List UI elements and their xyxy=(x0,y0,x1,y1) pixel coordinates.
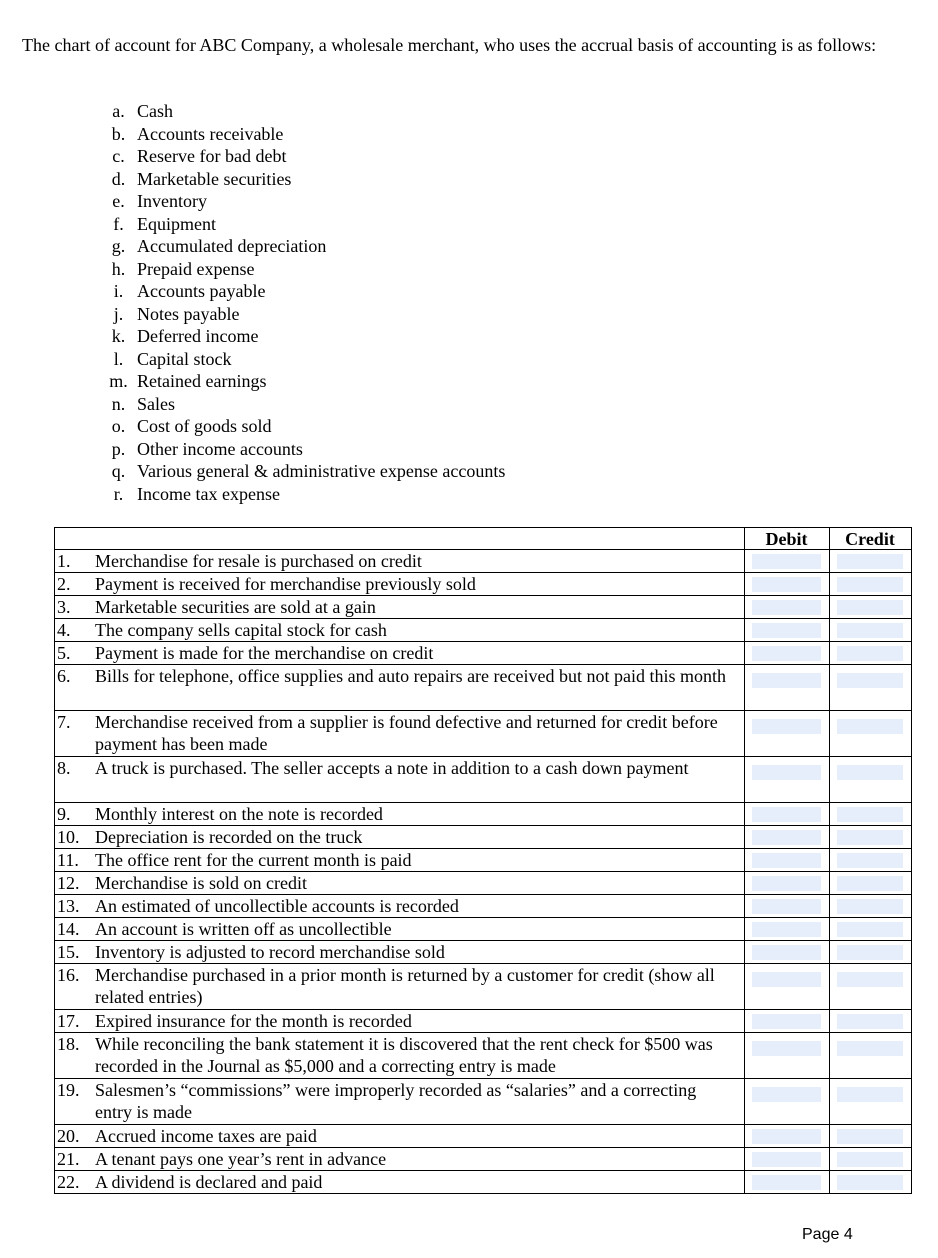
description-header xyxy=(55,528,745,549)
row-number: 11. xyxy=(57,850,79,870)
debit-cell xyxy=(744,1125,830,1147)
row-number: 5. xyxy=(57,643,71,663)
row-number: 13. xyxy=(57,896,80,916)
account-name: Income tax expense xyxy=(137,483,280,504)
debit-input[interactable] xyxy=(752,673,821,688)
credit-cell xyxy=(829,895,911,917)
credit-cell xyxy=(829,872,911,894)
row-text: Monthly interest on the note is recorded xyxy=(95,804,383,824)
debit-cell xyxy=(744,964,830,1009)
row-description-cell xyxy=(55,550,745,572)
credit-input[interactable] xyxy=(837,945,903,960)
row-text: Merchandise purchased in a prior month is returned by a customer for credit (show all related entries) xyxy=(95,965,715,1007)
debit-cell xyxy=(744,1079,830,1124)
table-row xyxy=(54,596,912,619)
row-number: 10. xyxy=(57,827,80,847)
credit-cell xyxy=(829,596,911,618)
account-name: Cost of goods sold xyxy=(137,416,272,436)
credit-input[interactable] xyxy=(837,807,903,822)
table-row xyxy=(54,964,912,1010)
row-number: 3. xyxy=(57,597,71,617)
table-row xyxy=(54,642,912,665)
debit-cell xyxy=(744,1148,830,1170)
row-number: 7. xyxy=(57,712,71,732)
row-number: 22. xyxy=(57,1172,80,1192)
row-text: Depreciation is recorded on the truck xyxy=(95,827,363,847)
credit-cell xyxy=(829,918,911,940)
row-text: Inventory is adjusted to record merchandise sold xyxy=(95,942,445,962)
table-row xyxy=(54,849,912,872)
row-text: Merchandise received from a supplier is found defective and returned for credit before payment has been made xyxy=(95,712,718,754)
account-letter: a. xyxy=(112,101,125,121)
account-name: Equipment xyxy=(137,213,216,234)
account-letter: o. xyxy=(111,416,126,436)
debit-cell xyxy=(744,1010,830,1032)
row-text: The company sells capital stock for cash xyxy=(95,620,387,640)
account-item xyxy=(100,460,505,483)
account-item xyxy=(100,100,505,123)
debit-cell xyxy=(744,550,830,572)
row-text: An account is written off as uncollectible xyxy=(95,919,392,939)
account-letter: b. xyxy=(111,123,126,144)
debit-input[interactable] xyxy=(752,1041,821,1056)
account-name: Notes payable xyxy=(137,303,240,324)
account-item xyxy=(100,190,505,213)
account-letter: c. xyxy=(112,146,125,166)
table-row xyxy=(54,619,912,642)
account-item xyxy=(100,415,505,438)
row-description-cell xyxy=(55,596,745,618)
account-name: Marketable securities xyxy=(137,168,292,189)
row-text: While reconciling the bank statement it is discovered that the rent check for $500 was recorded in the Journal as $5,000 and a correcting entry is made xyxy=(95,1034,713,1076)
account-name: Deferred income xyxy=(137,326,259,346)
credit-input[interactable] xyxy=(837,853,903,868)
debit-cell xyxy=(744,1171,830,1193)
table-row xyxy=(54,1148,912,1171)
credit-cell xyxy=(829,849,911,871)
account-item xyxy=(100,258,505,281)
credit-input[interactable] xyxy=(837,899,903,914)
account-letter: h. xyxy=(111,258,126,279)
row-number: 21. xyxy=(57,1149,80,1169)
credit-input[interactable] xyxy=(837,554,903,569)
account-letter: q. xyxy=(111,461,126,481)
account-letter: d. xyxy=(111,168,126,189)
debit-input[interactable] xyxy=(752,1175,821,1190)
account-letter: l. xyxy=(113,348,124,369)
table-row xyxy=(54,918,912,941)
row-text: A dividend is declared and paid xyxy=(95,1172,323,1192)
debit-input[interactable] xyxy=(752,972,821,987)
account-item xyxy=(100,348,505,371)
debit-input[interactable] xyxy=(752,853,821,868)
intro-paragraph: The chart of account for ABC Company, a wholesale merchant, who uses the accrual basis of accounting is as follows: xyxy=(22,35,877,55)
row-description-cell xyxy=(55,918,745,940)
row-number: 15. xyxy=(57,942,80,962)
row-description-cell xyxy=(55,665,745,710)
row-number: 17. xyxy=(57,1011,80,1031)
row-text: Marketable securities are sold at a gain xyxy=(95,597,376,617)
credit-input[interactable] xyxy=(837,922,903,937)
credit-input[interactable] xyxy=(837,623,903,638)
debit-input[interactable] xyxy=(752,807,821,822)
credit-cell xyxy=(829,1148,911,1170)
account-item xyxy=(100,325,505,348)
credit-input[interactable] xyxy=(837,1087,903,1102)
row-text: Salesmen’s “commissions” were improperly recorded as “salaries” and a correcting entry is made xyxy=(95,1080,697,1122)
row-text: Merchandise for resale is purchased on credit xyxy=(95,551,422,571)
account-name: Inventory xyxy=(137,191,207,211)
table-row xyxy=(54,1079,912,1125)
row-description-cell xyxy=(55,1079,745,1124)
row-description-cell xyxy=(55,1125,745,1147)
chart-of-accounts-list xyxy=(100,100,505,505)
row-number: 16. xyxy=(57,965,80,985)
credit-cell xyxy=(829,1010,911,1032)
debit-input[interactable] xyxy=(752,719,821,734)
credit-cell xyxy=(829,941,911,963)
row-description-cell xyxy=(55,803,745,825)
debit-input[interactable] xyxy=(752,554,821,569)
table-row xyxy=(54,941,912,964)
debit-cell xyxy=(744,642,830,664)
row-description-cell xyxy=(55,642,745,664)
table-row xyxy=(54,1033,912,1079)
credit-cell xyxy=(829,550,911,572)
row-text: Expired insurance for the month is recorded xyxy=(95,1011,412,1031)
account-item xyxy=(100,213,505,236)
row-number: 2. xyxy=(57,574,71,594)
row-text: Bills for telephone, office supplies and auto repairs are received but not paid this month xyxy=(95,666,726,686)
credit-input[interactable] xyxy=(837,830,903,845)
row-description-cell xyxy=(55,895,745,917)
row-description-cell xyxy=(55,573,745,595)
row-description-cell xyxy=(55,711,745,756)
table-row xyxy=(54,757,912,803)
account-name: Retained earnings xyxy=(137,371,267,391)
debit-cell xyxy=(744,573,830,595)
credit-input[interactable] xyxy=(837,577,903,592)
credit-cell xyxy=(829,1079,911,1124)
row-description-cell xyxy=(55,964,745,1009)
account-item xyxy=(100,280,505,303)
debit-cell xyxy=(744,918,830,940)
debit-input[interactable] xyxy=(752,577,821,592)
account-name: Capital stock xyxy=(137,348,232,369)
table-row xyxy=(54,826,912,849)
account-name: Accounts payable xyxy=(137,281,266,301)
row-number: 19. xyxy=(57,1080,80,1100)
account-letter: g. xyxy=(111,236,126,256)
account-letter: k. xyxy=(111,326,126,346)
row-number: 4. xyxy=(57,620,71,640)
account-name: Reserve for bad debt xyxy=(137,146,287,166)
credit-cell xyxy=(829,826,911,848)
account-item xyxy=(100,123,505,146)
debit-cell xyxy=(744,803,830,825)
row-text: An estimated of uncollectible accounts is recorded xyxy=(95,896,459,916)
table-row xyxy=(54,573,912,596)
table-row xyxy=(54,1125,912,1148)
account-letter: i. xyxy=(113,281,124,301)
account-letter: m. xyxy=(109,371,128,391)
row-number: 1. xyxy=(57,551,71,571)
debit-input[interactable] xyxy=(752,646,821,661)
account-item xyxy=(100,235,505,258)
account-name: Cash xyxy=(137,101,173,121)
row-text: Payment is made for the merchandise on credit xyxy=(95,643,434,663)
debit-cell xyxy=(744,1033,830,1078)
credit-input[interactable] xyxy=(837,673,903,688)
debit-cell xyxy=(744,826,830,848)
row-text: Payment is received for merchandise previously sold xyxy=(95,574,476,594)
credit-input[interactable] xyxy=(837,600,903,615)
credit-cell xyxy=(829,711,911,756)
debit-cell xyxy=(744,665,830,710)
row-text: Merchandise is sold on credit xyxy=(95,873,307,893)
table-row xyxy=(54,1010,912,1033)
account-item xyxy=(100,370,505,393)
debit-input[interactable] xyxy=(752,623,821,638)
row-number: 8. xyxy=(57,758,71,778)
debit-input[interactable] xyxy=(752,945,821,960)
row-number: 20. xyxy=(57,1126,80,1146)
credit-cell xyxy=(829,573,911,595)
credit-cell xyxy=(829,757,911,802)
credit-input[interactable] xyxy=(837,972,903,987)
debit-input[interactable] xyxy=(752,876,821,891)
table-row xyxy=(54,711,912,757)
row-description-cell xyxy=(55,941,745,963)
account-item xyxy=(100,483,505,506)
account-letter: p. xyxy=(111,438,126,459)
table-row xyxy=(54,665,912,711)
credit-input[interactable] xyxy=(837,1152,903,1167)
account-item xyxy=(100,145,505,168)
row-description-cell xyxy=(55,872,745,894)
credit-cell xyxy=(829,642,911,664)
account-letter: r. xyxy=(113,483,124,504)
debit-cell xyxy=(744,895,830,917)
credit-input[interactable] xyxy=(837,765,903,780)
debit-input[interactable] xyxy=(752,899,821,914)
debit-cell xyxy=(744,596,830,618)
row-number: 14. xyxy=(57,919,80,939)
credit-input[interactable] xyxy=(837,646,903,661)
account-letter: e. xyxy=(112,191,125,211)
account-letter: j. xyxy=(113,303,124,324)
account-name: Various general & administrative expense accounts xyxy=(137,461,506,481)
credit-header: Credit xyxy=(845,529,895,549)
page-number: Page 4 xyxy=(802,1226,853,1243)
account-name: Other income accounts xyxy=(137,438,303,459)
journal-entry-table xyxy=(54,527,912,1194)
account-letter: f. xyxy=(113,213,124,234)
row-text: Accrued income taxes are paid xyxy=(95,1126,317,1146)
credit-cell xyxy=(829,1033,911,1078)
debit-input[interactable] xyxy=(752,1129,821,1144)
debit-input[interactable] xyxy=(752,765,821,780)
account-item xyxy=(100,438,505,461)
credit-cell xyxy=(829,964,911,1009)
row-number: 9. xyxy=(57,804,71,824)
debit-input[interactable] xyxy=(752,1014,821,1029)
account-name: Accumulated depreciation xyxy=(137,236,327,256)
row-description-cell xyxy=(55,1033,745,1078)
account-item xyxy=(100,303,505,326)
row-text: The office rent for the current month is paid xyxy=(95,850,412,870)
account-name: Accounts receivable xyxy=(137,123,284,144)
credit-input[interactable] xyxy=(837,719,903,734)
credit-input[interactable] xyxy=(837,1129,903,1144)
debit-cell xyxy=(744,711,830,756)
row-description-cell xyxy=(55,1148,745,1170)
debit-header: Debit xyxy=(744,528,830,549)
debit-cell xyxy=(744,619,830,641)
row-description-cell xyxy=(55,826,745,848)
row-number: 6. xyxy=(57,666,71,686)
row-description-cell xyxy=(55,849,745,871)
debit-cell xyxy=(744,757,830,802)
table-row xyxy=(54,872,912,895)
row-description-cell xyxy=(55,1010,745,1032)
debit-cell xyxy=(744,941,830,963)
credit-input[interactable] xyxy=(837,1175,903,1190)
credit-cell xyxy=(829,619,911,641)
credit-input[interactable] xyxy=(837,876,903,891)
account-item xyxy=(100,393,505,416)
table-row xyxy=(54,550,912,573)
row-description-cell xyxy=(55,757,745,802)
row-number: 12. xyxy=(57,873,80,893)
credit-cell xyxy=(829,665,911,710)
credit-cell xyxy=(829,1125,911,1147)
row-number: 18. xyxy=(57,1034,80,1054)
credit-cell xyxy=(829,1171,911,1193)
table-row xyxy=(54,895,912,918)
table-header-row xyxy=(54,527,912,550)
credit-cell xyxy=(829,803,911,825)
debit-input[interactable] xyxy=(752,922,821,937)
table-row xyxy=(54,803,912,826)
account-name: Sales xyxy=(137,393,175,414)
credit-input[interactable] xyxy=(837,1041,903,1056)
credit-input[interactable] xyxy=(837,1014,903,1029)
debit-input[interactable] xyxy=(752,830,821,845)
debit-input[interactable] xyxy=(752,600,821,615)
debit-input[interactable] xyxy=(752,1087,821,1102)
account-item xyxy=(100,168,505,191)
row-text: A tenant pays one year’s rent in advance xyxy=(95,1149,387,1169)
account-name: Prepaid expense xyxy=(137,258,255,279)
table-row xyxy=(54,1171,912,1194)
account-letter: n. xyxy=(111,393,126,414)
row-description-cell xyxy=(55,1171,745,1193)
debit-cell xyxy=(744,849,830,871)
row-text: A truck is purchased. The seller accepts a note in addition to a cash down payment xyxy=(95,758,689,778)
debit-input[interactable] xyxy=(752,1152,821,1167)
debit-cell xyxy=(744,872,830,894)
row-description-cell xyxy=(55,619,745,641)
